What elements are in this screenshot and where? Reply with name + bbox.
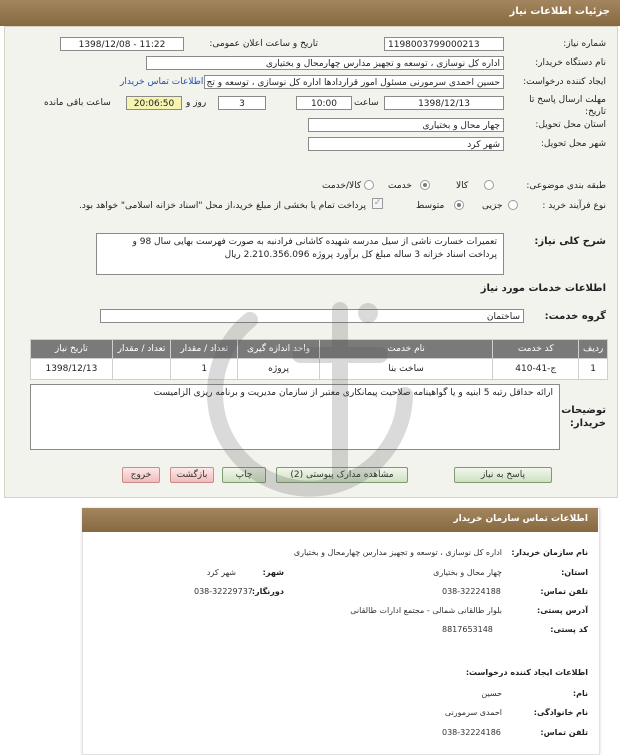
col-service-code: کد خدمت (493, 340, 579, 359)
contact-card-header (82, 508, 598, 532)
creator-first-name-value: حسین (481, 689, 502, 698)
process-type-label: نوع فرآیند خرید : (542, 201, 606, 211)
cell-row-number: 1 (579, 359, 608, 380)
exit-button[interactable]: خروج (122, 467, 160, 483)
category-option-service[interactable] (420, 180, 430, 191)
category-option-both-label: کالا/خدمت (322, 181, 362, 191)
reply-button[interactable]: پاسخ به نیاز (454, 467, 552, 483)
city-label: شهر محل تحویل: (540, 139, 606, 149)
city-field: شهر کرد (308, 137, 504, 151)
contact-card-title: اطلاعات تماس سازمان خریدار (453, 514, 588, 524)
contact-postal-label: کد پستی: (550, 625, 588, 634)
creator-field: حسین احمدی سرمورنی مسئول امور قراردادها اداره کل نوسازی ، توسعه و تج (204, 75, 504, 89)
deadline-date-field: 1398/12/13 (384, 96, 504, 110)
service-group-field: ساختمان (100, 309, 524, 323)
creator-last-name-value: احمدی سرمورنی (444, 708, 502, 717)
category-option-goods-label: کالا (456, 181, 469, 191)
cell-need-date: 1398/12/13 (31, 359, 113, 380)
back-button[interactable]: بازگشت (170, 467, 214, 483)
remaining-time-field: 20:06:50 (126, 96, 182, 110)
contact-city-label: شهر: (262, 568, 284, 577)
contact-postal-value: 8817653148 (442, 625, 493, 634)
col-quantity: تعداد / مقدار (112, 340, 170, 359)
col-unit: واحد اندازه گیری (238, 340, 320, 359)
deadline-label: مهلت ارسال پاسخ تا تاریخ: (529, 95, 606, 117)
table-row (31, 359, 608, 380)
contact-address-label: آدرس پستی: (537, 606, 588, 615)
category-option-goods[interactable] (484, 180, 494, 191)
cell-unit: پروژه (238, 359, 320, 380)
buyer-notes-label: توضیحات خریدار: (561, 405, 606, 429)
need-number-field: 1198003799000213 (384, 37, 504, 51)
announce-date-field: 1398/12/08 - 11:22 (60, 37, 184, 51)
contact-phone-label: تلفن تماس: (540, 587, 588, 596)
creator-section-title: اطلاعات ایجاد کننده درخواست: (465, 668, 588, 677)
remaining-time-label: ساعت باقی مانده (44, 98, 111, 108)
contact-fax-label: دورنگار: (251, 587, 284, 596)
buyer-contact-link[interactable]: اطلاعات تماس خریدار (120, 77, 204, 87)
deadline-time-field: 10:00 (296, 96, 352, 110)
announce-date-label: تاریخ و ساعت اعلان عمومی: (209, 39, 318, 49)
cell-quantity: 1 (171, 359, 238, 380)
contact-address-value: بلوار طالقانی شمالی - مجتمع ادارات طالقانی (350, 606, 502, 615)
cell-service-name: ساخت بنا (320, 359, 493, 380)
col-row-number: ردیف (579, 340, 608, 359)
page-title: جزئیات اطلاعات نیاز (509, 6, 610, 17)
creator-label: ایجاد کننده درخواست: (523, 77, 606, 87)
category-option-service-label: خدمت (388, 181, 412, 191)
description-label: شرح کلی نیاز: (534, 236, 606, 247)
contact-city-value: شهر کرد (206, 568, 236, 577)
service-group-label: گروه خدمت: (544, 311, 606, 322)
days-remaining-field: 3 (218, 96, 266, 110)
cell-empty (112, 359, 170, 380)
category-label: طبقه بندی موضوعی: (526, 181, 606, 191)
creator-first-name-label: نام: (572, 689, 588, 698)
contact-org-label: نام سازمان خریدار: (511, 548, 588, 557)
treasury-payment-note: پرداخت تمام یا بخشی از مبلغ خرید،از محل "اسناد خزانه اسلامی" خواهد بود. (78, 201, 366, 211)
creator-phone-label: تلفن تماس: (540, 728, 588, 737)
need-number-label: شماره نیاز: (563, 39, 606, 49)
buyer-org-label: نام دستگاه خریدار: (535, 58, 606, 68)
deadline-time-label: ساعت (354, 98, 379, 108)
process-option-minor-label: جزیی (482, 201, 503, 211)
buyer-org-field: اداره کل نوسازی ، توسعه و تجهیز مدارس چهارمحال و بختیاری (146, 56, 504, 70)
services-section-title: اطلاعات خدمات مورد نیاز (480, 283, 606, 294)
attachments-button[interactable]: مشاهده مدارک پیوستی (2) (276, 467, 408, 483)
contact-phone-value: 038-32224188 (442, 587, 501, 596)
days-label: روز و (186, 98, 207, 108)
buyer-contact-card (82, 508, 600, 755)
col-count: تعداد / مقدار (171, 340, 238, 359)
print-button[interactable]: چاپ (222, 467, 266, 483)
buyer-notes-text: ارائه حداقل رتبه 5 ابنیه و یا گواهینامه صلاحیت پیمانکاری معتبر از سازمان مدیریت و برنامه ریزی الزامیست (30, 384, 560, 450)
contact-province-value: چهار محال و بختیاری (433, 568, 502, 577)
description-text: تعمیرات خسارت ناشی از سیل مدرسه شهیده کاشانی فرادنبه به صورت فهرست بهایی سال 98 و پرداخت اسناد خزانه 3 ساله مبلغ کل برآورد پروژه 2.210.356.096 ریال (96, 233, 504, 275)
process-option-minor[interactable] (508, 200, 518, 211)
category-option-both[interactable] (364, 180, 374, 191)
province-field: چهار محال و بختیاری (308, 118, 504, 132)
contact-org-value: اداره کل نوسازی ، توسعه و تجهیز مدارس چهارمحال و بختیاری (293, 548, 502, 557)
treasury-payment-checkbox[interactable]: ✓ (373, 198, 382, 208)
creator-phone-value: 038-32224186 (442, 728, 501, 737)
contact-fax-value: 038-32229737 (194, 587, 253, 596)
contact-province-label: استان: (561, 568, 588, 577)
province-label: استان محل تحویل: (535, 120, 606, 130)
process-option-medium-label: متوسط (416, 201, 445, 211)
services-table (30, 339, 608, 380)
process-option-medium[interactable] (454, 200, 464, 211)
col-service-name: نام خدمت (320, 340, 493, 359)
col-need-date: تاریخ نیاز (31, 340, 113, 359)
creator-last-name-label: نام خانوادگی: (533, 708, 588, 717)
page-header (0, 0, 620, 26)
cell-service-code: ج-41-410 (493, 359, 579, 380)
